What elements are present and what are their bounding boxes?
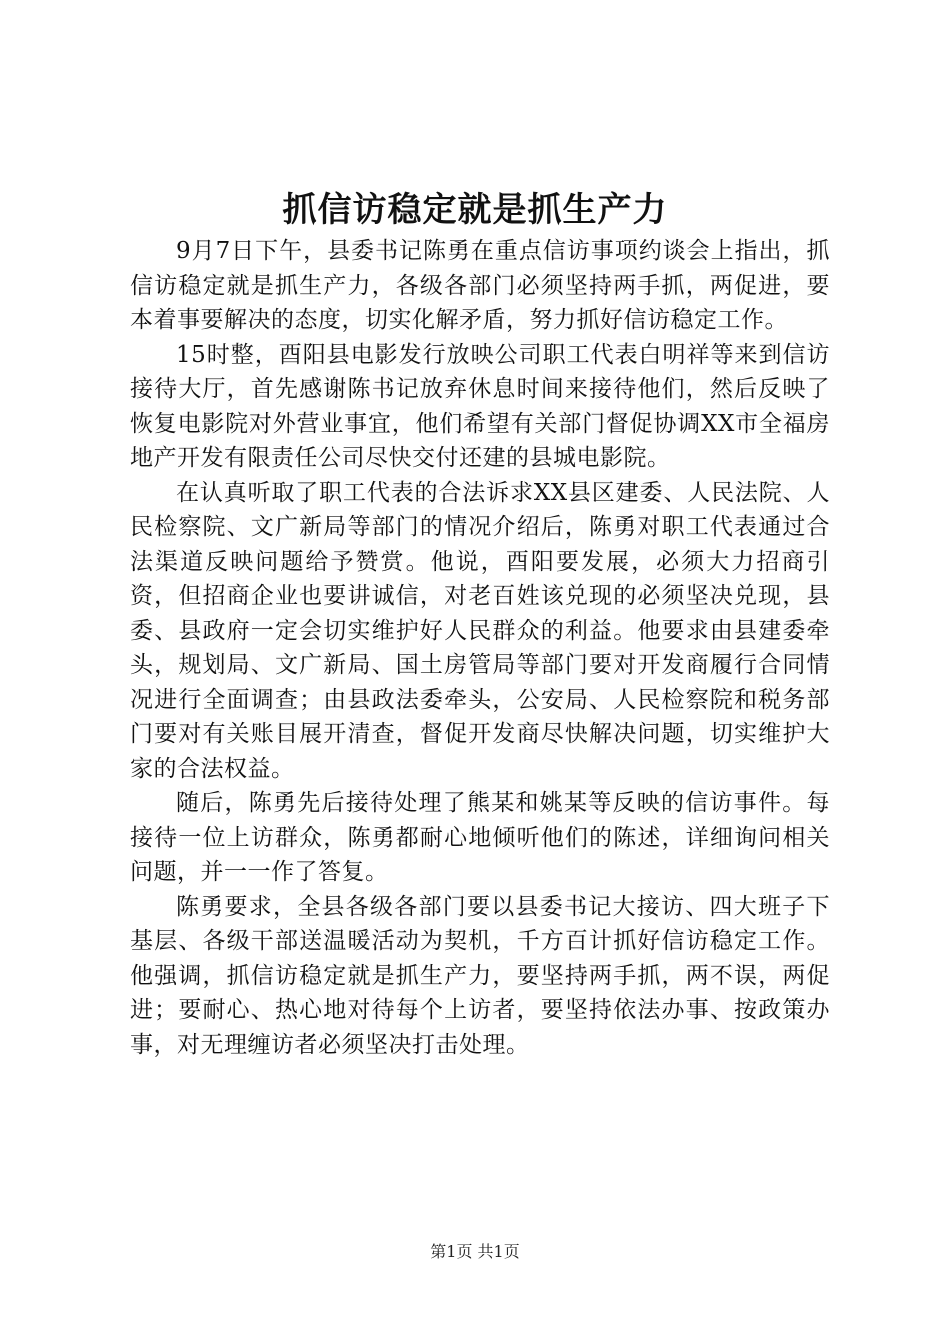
paragraph-2: 15时整，酉阳县电影发行放映公司职工代表白明祥等来到信访接待大厅，首先感谢陈书记放弃休息时间来接待他们，然后反映了恢复电影院对外营业事宜，他们希望有关部门督促协调XX市全福房地产开发有限责任公司尽快交付还建的县城电影院。 <box>130 341 830 471</box>
paragraph-4: 随后，陈勇先后接待处理了熊某和姚某等反映的信访事件。每接待一位上访群众，陈勇都耐心地倾听他们的陈述，详细询问相关问题，并一一作了答复。 <box>130 790 830 885</box>
page-number-label: 第1页 共1页 <box>430 1242 520 1261</box>
paragraph-1: 9月7日下午，县委书记陈勇在重点信访事项约谈会上指出，抓信访稳定就是抓生产力，各级各部门必须坚持两手抓，两促进，要本着事要解决的态度，切实化解矛盾，努力抓好信访稳定工作。 <box>130 238 830 333</box>
paragraph-5: 陈勇要求，全县各级各部门要以县委书记大接访、四大班子下基层、各级干部送温暖活动为契机，千方百计抓好信访稳定工作。他强调，抓信访稳定就是抓生产力，要坚持两手抓，两不误，两促进；要耐心、热心地对待每个上访者，要坚持依法办事、按政策办事，对无理缠访者必须坚决打击处理。 <box>130 893 830 1058</box>
page-footer <box>0 1241 950 1263</box>
document-title: 抓信访稳定就是抓生产力 <box>282 190 668 230</box>
paragraph-3: 在认真听取了职工代表的合法诉求XX县区建委、人民法院、人民检察院、文广新局等部门的情况介绍后，陈勇对职工代表通过合法渠道反映问题给予赞赏。他说，酉阳要发展，必须大力招商引资，但招商企业也要讲诚信，对老百姓该兑现的必须坚决兑现，县委、县政府一定会切实维护好人民群众的利益。他要求由县建委牵头，规划局、文广新局、国土房管局等部门要对开发商履行合同情况进行全面调查；由县政法委牵头，公安局、人民检察院和税务部门要对有关账目展开清查，督促开发商尽快解决问题，切实维护大家的合法权益。 <box>130 479 830 782</box>
document-body <box>130 234 830 1062</box>
